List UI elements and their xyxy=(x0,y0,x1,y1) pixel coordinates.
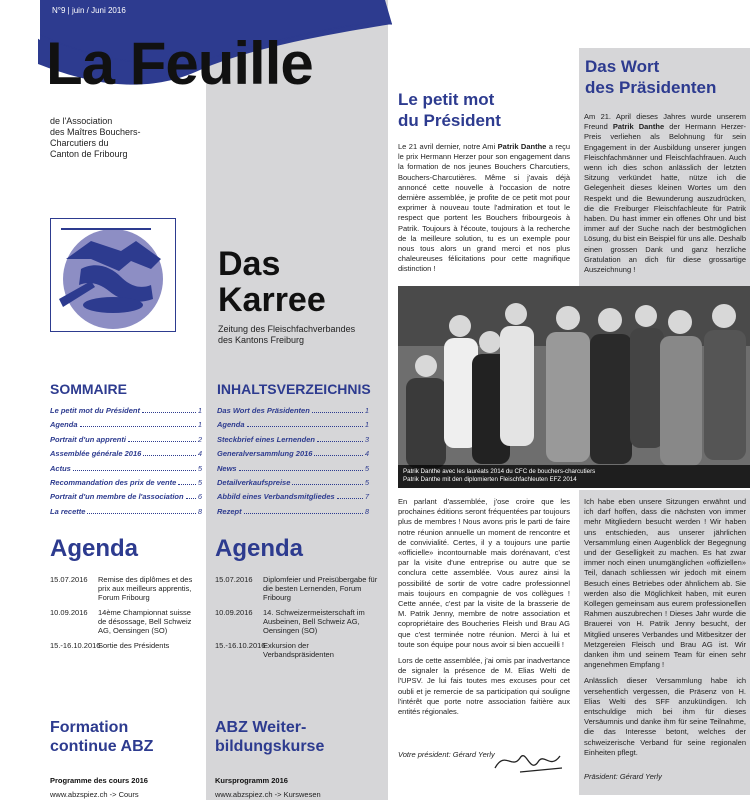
agenda-row xyxy=(215,641,380,659)
agenda-event: 14ème Championnat suisse de désossage, Bell Schweiz AG, Oensingen (SO) xyxy=(98,608,192,635)
toc-entry-page: 6 xyxy=(197,492,202,502)
toc-entry[interactable] xyxy=(50,505,202,519)
toc-dot-leader xyxy=(244,513,363,514)
toc-entry-page: 4 xyxy=(364,449,369,459)
toc-entry-label: Assemblée générale 2016 xyxy=(50,449,142,459)
toc-entry-page: 5 xyxy=(364,478,369,488)
toc-entry-label: Abbild eines Verbandsmitgliedes xyxy=(217,492,335,502)
agenda-fr-title: Agenda xyxy=(50,535,139,562)
toc-entry[interactable] xyxy=(217,476,369,490)
formation-fr-title xyxy=(50,718,153,756)
sommaire-title: SOMMAIRE xyxy=(50,381,127,397)
toc-dot-leader xyxy=(292,484,362,485)
toc-dot-leader xyxy=(312,412,363,413)
wort-paragraph: Anlässlich dieser Versammlung habe ich versehentlich vergessen, die Präsenz von H. Elias Welti des SFF anzukündigen. Ich entschuldige mich bei ihm für dieses Versäumnis und danke ihm für seine Teilnahme, die das Interesse betont, welches der schweizerische Verband für seine regionalen Einheiten pflegt. xyxy=(584,676,746,757)
toc-entry-label: Actus xyxy=(50,463,71,473)
toc-entry[interactable] xyxy=(50,433,202,447)
toc-entry-label: Generalversammlung 2016 xyxy=(217,449,313,459)
karree-subtitle xyxy=(218,324,383,346)
agenda-date: 15.07.2016 xyxy=(215,575,253,584)
toc-dot-leader xyxy=(143,455,196,456)
toc-dot-leader xyxy=(87,513,195,514)
text-run: Le 21 avril dernier, notre Ami xyxy=(398,142,498,151)
toc-entry[interactable] xyxy=(217,418,369,432)
inhalt-list xyxy=(217,404,369,519)
toc-entry-label: Detailverkaufspreise xyxy=(217,478,291,488)
signature-de: Präsident: Gérard Yerly xyxy=(584,772,662,781)
issue-number: N°9 | juin / Juni 2016 xyxy=(52,6,126,15)
toc-entry-label: Rezept xyxy=(217,506,242,516)
agenda-date: 15.07.2016 xyxy=(50,575,88,584)
agenda-de-list xyxy=(215,575,380,665)
toc-entry[interactable] xyxy=(217,433,369,447)
agenda-date: 10.09.2016 xyxy=(50,608,88,617)
toc-entry-page: 7 xyxy=(364,492,369,502)
toc-dot-leader xyxy=(186,498,196,499)
toc-entry-label: Portrait d'un apprenti xyxy=(50,434,126,444)
toc-dot-leader xyxy=(247,426,363,427)
wort-title-line: des Präsidenten xyxy=(585,78,717,97)
petit-mot-paragraph: Lors de cette assemblée, j'ai omis par inadvertance de signaler la présence de M. Elias Welti de l'UPSV. Je lui fais toutes mes excuses pour cet oubli et je remercie de sa participation qui souligne l'intérêt que porte notre association faitière aux entités régionales. xyxy=(398,656,570,717)
formation-de-title xyxy=(215,718,324,756)
toc-dot-leader xyxy=(128,441,196,442)
karree-title xyxy=(218,246,326,318)
agenda-event: Remise des diplômes et des prix aux meilleurs apprentis, Forum Fribourg xyxy=(98,575,193,602)
photo-caption-line: Patrik Danthe mit den diplomierten Fleischfachleuten EFZ 2014 xyxy=(403,476,577,483)
toc-entry-page: 4 xyxy=(197,449,202,459)
toc-entry[interactable] xyxy=(50,447,202,461)
agenda-event: 14. Schweizermeisterschaft im Ausbeinen, Bell Schweiz AG, Oensingen (SO) xyxy=(263,608,365,635)
photo-caption-line: Patrik Danthe avec les lauréats 2014 du CFC de bouchers-charcutiers xyxy=(403,468,596,475)
toc-dot-leader xyxy=(314,455,362,456)
toc-entry[interactable] xyxy=(50,462,202,476)
toc-entry-page: 1 xyxy=(197,420,202,430)
toc-entry[interactable] xyxy=(50,418,202,432)
toc-dot-leader xyxy=(337,498,363,499)
wort-paragraph: Ich habe eben unsere Sitzungen erwähnt und ich darf hoffen, dass die nächsten von immer mehr Mitgliedern besucht werden ! Wir haben uns entschieden, aus unserer jährlichen Versammlung einen Augenblick der Begegnung und der Geselligkeit zu machen. Es hat zwar immer noch einen unumgänglichen «offiziellen» Teil, danach schliessen wir jedoch mit einem Besuch eines Betriebes oder ähnlichem ab. Sie werden also die Möglichkeit haben, mit euren Kollegen gemeinsam aus eurem professionellen Rahmen auszubrechen ! Dieses Jahr wurde die Brauerei von H. Patrik Jenny besucht, der Mitglied unseres Verbandes und Mitbesitzer der Metzgereien Fleisch und Brau AG ist. Wir danken ihm und seinem Team für einen sehr angenehmen Empfang ! xyxy=(584,497,746,670)
association-name xyxy=(50,116,200,160)
toc-entry-label: News xyxy=(217,463,237,473)
toc-entry[interactable] xyxy=(217,447,369,461)
toc-entry-page: 5 xyxy=(197,463,202,473)
petit-mot-title xyxy=(398,89,501,131)
text-run: der Hermann Herzer-Preis verliehen als Belohnung für sein Engagement in der Ausbildung unserer jungen Fleischfachmänner und Fleischfachfrauen. Auch wenn ich dies schon anlässlich der letzten Sitzung verkündet hatte, nütze ich die Gelegenheit dieses kleinen Wortes um den Respekt und die Bewunderung auszudrücken, die die Freiburger Fleischfachleute für Patrik haben. Du hast immer ein offenes Ohr und bist immer auf der Suche nach der bestmöglichen Lösung, du bist ein Beispiel für uns alle. Deshalb einen grossen Dank und ganz herzliche Gratulation an dich für diese grossartige Auszeichnung ! xyxy=(584,122,746,275)
wort-paragraph xyxy=(584,112,746,275)
toc-entry-label: Le petit mot du Président xyxy=(50,406,141,415)
formation-fr-title-line: Formation xyxy=(50,719,129,736)
petit-mot-paragraph xyxy=(398,142,570,275)
agenda-de-title: Agenda xyxy=(215,535,304,562)
toc-dot-leader xyxy=(73,470,196,471)
inhalt-title: INHALTSVERZEICHNIS xyxy=(217,381,371,397)
association-line: de l'Association xyxy=(50,116,113,126)
toc-entry-page: 8 xyxy=(197,506,202,516)
petit-mot-body xyxy=(398,142,570,281)
toc-entry-label: Portrait d'un membre de l'association xyxy=(50,492,184,502)
agenda-event: Exkursion der Verbandspräsidenten xyxy=(263,641,334,659)
toc-entry-page: 2 xyxy=(197,434,202,444)
karree-title-line: Das xyxy=(218,245,281,283)
toc-entry[interactable] xyxy=(217,505,369,519)
toc-entry[interactable] xyxy=(50,476,202,490)
toc-entry[interactable] xyxy=(217,490,369,504)
text-run: Am 21. April dieses Jahres wurde unserem Freund xyxy=(584,112,746,132)
formation-fr-title-line: continue ABZ xyxy=(50,738,154,755)
agenda-row xyxy=(215,575,380,602)
petit-mot-paragraph: En parlant d'assemblée, j'ose croire que les prochaines éditions seront fréquentées par toujours plus de membres ! Nous avons pris le parti de faire notre réunion annuelle un moment de rencontre et de convivialité. Certes, il y a toujours une partie «officielle» incontournable mais dorénavant, c'est par la visite d'une entreprise ou autre que se conclura cette assemblée. Vous aurez ainsi la possibilité de sortir de votre cadre professionnel mais toujours en compagnie de vos collègues ! Cette année, c'est par la visite de la brasserie de M. Patrik Jenny, membre de notre association et copropriétaire des Boucheries Fleish und Brau AG que c'est terminée notre réunion. Merci à lui et toute son équipe pour nous avoir si bien accueilli ! xyxy=(398,497,570,649)
toc-entry-label: Das Wort des Präsidenten xyxy=(217,406,310,415)
photo-caption xyxy=(398,465,750,488)
toc-entry-page: 5 xyxy=(197,478,202,488)
toc-entry-page: 5 xyxy=(364,463,369,473)
agenda-row xyxy=(215,608,380,635)
karree-subtitle-line: des Kantons Freiburg xyxy=(218,335,305,345)
agenda-date: 15.-16.10.2016 xyxy=(50,641,101,650)
toc-entry-page: 1 xyxy=(197,406,202,415)
toc-entry-page: 1 xyxy=(364,420,369,430)
text-run: a reçu le prix Hermann Herzer pour son engagement dans la formation de nos jeunes Bouchers Charcutiers, Bouchers-Charcutières. Même si j'avais déjà annoncé cette nouvelle à l'occasion de notre dernière assemblée, je profite de ce petit mot pour exprimer à nouveau toute l'admiration et tout le respect que portent les Bouchers fribourgeois à Patrik. Toujours à l'écoute, toujours à la recherche de la meilleure solution, tu es un exemple pour nous tous alors un grand merci et nos plus chaleureuses félicitations pour cette magnifique distinction ! xyxy=(398,142,570,274)
petit-mot-title-line: du Président xyxy=(398,111,501,130)
formation-fr-program: Programme des cours 2016 xyxy=(50,776,148,785)
toc-entry[interactable] xyxy=(50,404,202,418)
petit-mot-continued xyxy=(398,497,570,723)
agenda-row xyxy=(50,575,200,602)
toc-entry-label: Steckbrief eines Lernenden xyxy=(217,434,315,444)
formation-de-title-line: ABZ Weiter- xyxy=(215,719,307,736)
toc-dot-leader xyxy=(178,484,196,485)
toc-entry-label: Agenda xyxy=(50,420,78,430)
agenda-row xyxy=(50,641,200,650)
agenda-row xyxy=(50,608,200,635)
toc-dot-leader xyxy=(317,441,363,442)
agenda-date: 15.-16.10.2016 xyxy=(215,641,266,650)
agenda-date: 10.09.2016 xyxy=(215,608,253,617)
toc-entry-label: La recette xyxy=(50,506,86,516)
wort-body xyxy=(584,112,746,281)
toc-dot-leader xyxy=(239,470,363,471)
group-photo-image xyxy=(398,286,750,488)
association-line: Canton de Fribourg xyxy=(50,149,128,159)
wort-title-line: Das Wort xyxy=(585,57,660,76)
toc-entry-page: 8 xyxy=(364,506,369,516)
toc-entry-page: 1 xyxy=(364,406,369,415)
toc-entry[interactable] xyxy=(50,490,202,504)
president-name-highlight: Patrik Danthe xyxy=(497,142,547,151)
toc-entry[interactable] xyxy=(217,404,369,418)
agenda-event: Diplomfeier und Preisübergabe für die besten Lernenden, Forum Fribourg xyxy=(263,575,378,602)
sommaire-list xyxy=(50,404,202,519)
formation-de-link[interactable]: www.abzspiez.ch -> Kurswesen xyxy=(215,790,321,799)
toc-dot-leader xyxy=(80,426,196,427)
wort-title xyxy=(585,56,716,98)
butcher-logo-graphic xyxy=(51,219,175,331)
association-line: Charcutiers du xyxy=(50,138,109,148)
toc-entry-label: Recommandation des prix de vente xyxy=(50,478,177,488)
handwritten-signature xyxy=(490,740,570,780)
agenda-fr-list xyxy=(50,575,200,656)
agenda-event: Sortie des Présidents xyxy=(98,641,170,650)
association-line: des Maîtres Bouchers- xyxy=(50,127,141,137)
signature-fr: Votre président: Gérard Yerly xyxy=(398,750,495,759)
newspaper-title: La Feuille xyxy=(46,30,313,97)
formation-de-program: Kursprogramm 2016 xyxy=(215,776,288,785)
wort-continued xyxy=(584,497,746,764)
karree-title-line: Karree xyxy=(218,281,326,319)
karree-subtitle-line: Zeitung des Fleischfachverbandes xyxy=(218,324,356,334)
toc-dot-leader xyxy=(142,412,196,413)
butcher-logo xyxy=(50,218,176,332)
formation-de-title-line: bildungskurse xyxy=(215,738,325,755)
toc-entry[interactable] xyxy=(217,462,369,476)
group-photo xyxy=(398,286,750,488)
toc-entry-page: 3 xyxy=(364,434,369,444)
president-name-highlight: Patrik Danthe xyxy=(612,122,665,132)
formation-fr-link[interactable]: www.abzspiez.ch -> Cours xyxy=(50,790,139,799)
toc-entry-label: Agenda xyxy=(217,420,245,430)
petit-mot-title-line: Le petit mot xyxy=(398,90,495,109)
